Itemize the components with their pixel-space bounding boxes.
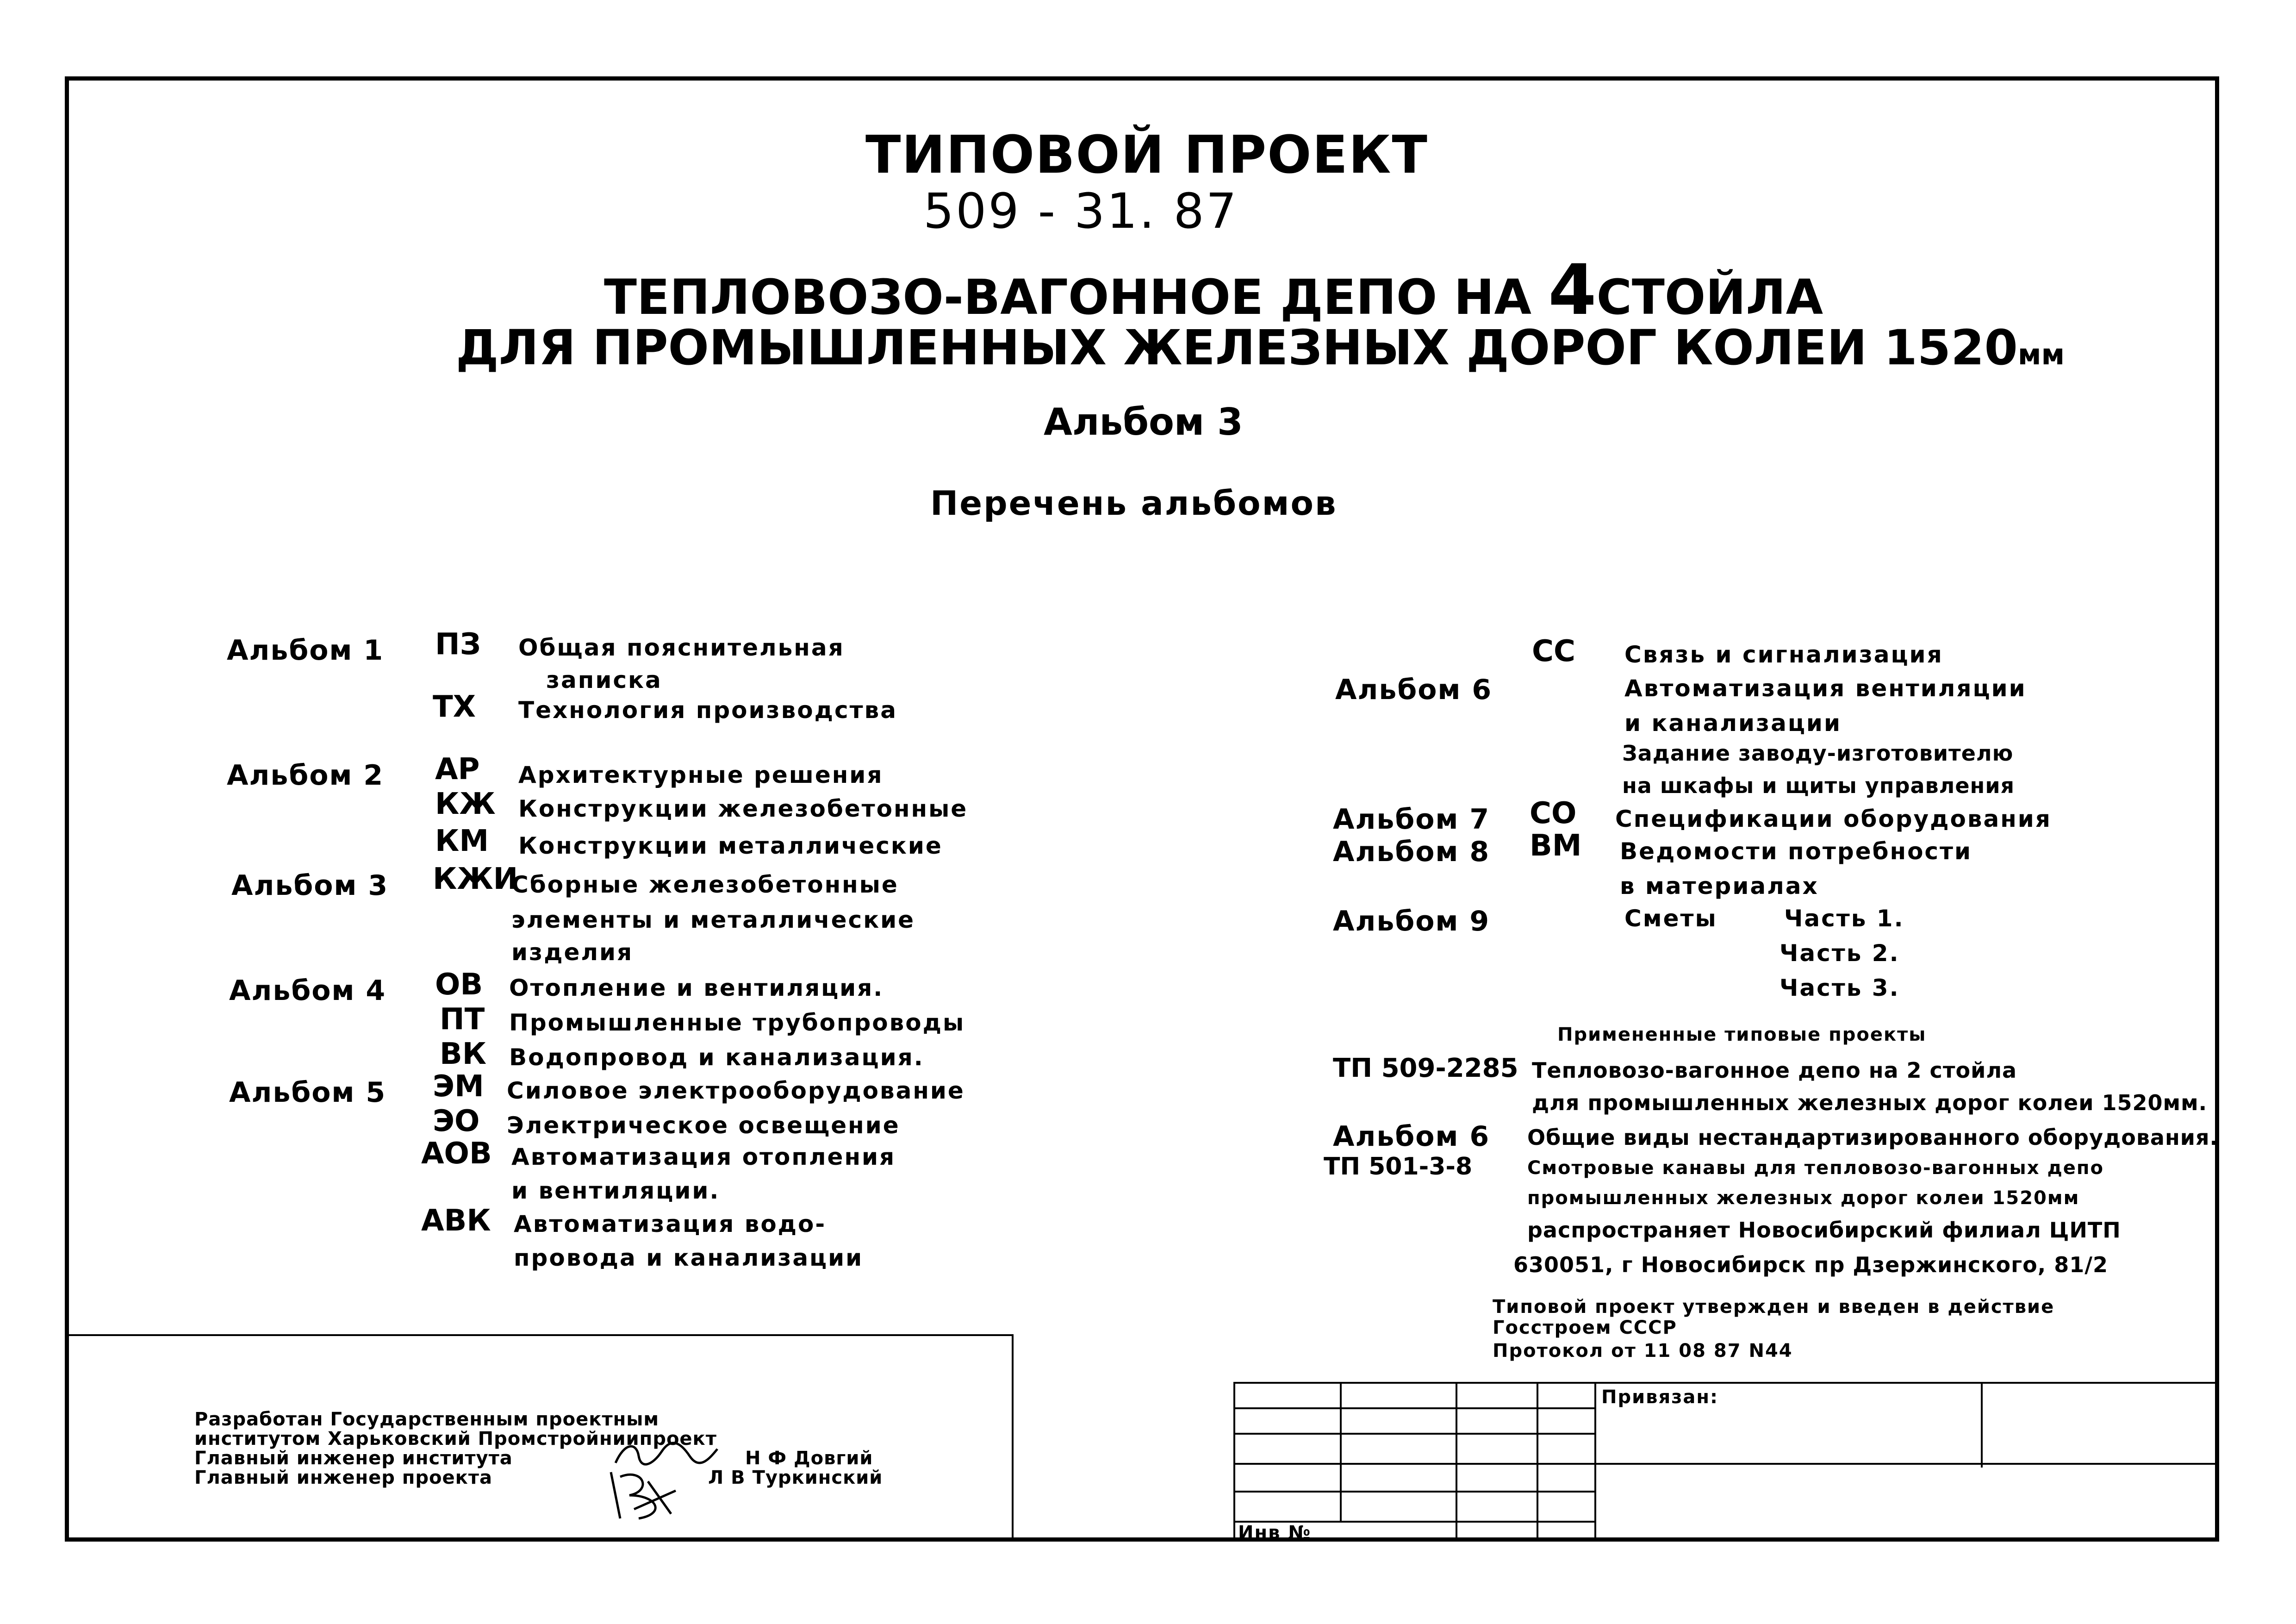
approval-line-1: Типовой проект утвержден и введен в действие bbox=[1493, 1296, 2055, 1318]
title-line-1-b: СТОЙЛА bbox=[1596, 269, 1823, 325]
vm-code: ВМ bbox=[1530, 829, 1582, 863]
ss-code: СС bbox=[1532, 634, 1575, 668]
album-7-label: Альбом 7 bbox=[1333, 803, 1490, 836]
inv-label: Инв № bbox=[1238, 1522, 1312, 1543]
approval-line-2: Госстроем СССР bbox=[1493, 1317, 1677, 1338]
eo-code: ЭО bbox=[433, 1104, 480, 1138]
album-6-text-3: Задание заводу-изготовителю bbox=[1622, 741, 2014, 766]
stamp-left-border bbox=[1233, 1382, 1235, 1542]
album-8-label: Альбом 8 bbox=[1333, 836, 1490, 868]
stamp-row-1 bbox=[1233, 1407, 1594, 1409]
pt-code: ПТ bbox=[440, 1002, 485, 1037]
album-9-part-3: Часть 3. bbox=[1780, 974, 1900, 1001]
km-text: Конструкции металлические bbox=[518, 832, 943, 859]
ov-code: ОВ bbox=[435, 968, 483, 1002]
tp2-text-1: Смотровые канавы для тепловозо-вагонных депо bbox=[1527, 1157, 2104, 1179]
tx-code: ТХ bbox=[433, 690, 476, 724]
title-line-2-a: ДЛЯ ПРОМЫШЛЕННЫХ ЖЕЛЕЗНЫХ ДОРОГ КОЛЕИ 1520 bbox=[456, 319, 2018, 376]
title-line-1 bbox=[604, 250, 1823, 331]
so-text: Спецификации оборудования bbox=[1615, 806, 2052, 832]
ov-text: Отопление и вентиляция. bbox=[509, 974, 884, 1001]
pz-code: ПЗ bbox=[435, 627, 481, 662]
kzh-code: КЖ bbox=[435, 787, 496, 821]
pz-text-2: записка bbox=[546, 667, 662, 693]
address: 630051, г Новосибирск пр Дзержинского, 81/2 bbox=[1513, 1252, 2109, 1277]
aov-code: АОВ bbox=[421, 1137, 492, 1171]
kzh-text: Конструкции железобетонные bbox=[518, 795, 968, 822]
album-6-text-1: Автоматизация вентиляции bbox=[1624, 675, 2027, 702]
album-2-label: Альбом 2 bbox=[227, 759, 384, 792]
title-line-2-unit: мм bbox=[2017, 337, 2065, 371]
album-6-label: Альбом 6 bbox=[1335, 674, 1493, 706]
project-number: 509 - 31. 87 bbox=[923, 183, 1238, 239]
avk-code: АВК bbox=[421, 1204, 491, 1238]
tp1-text-1: Тепловозо-вагонное депо на 2 стойла bbox=[1532, 1058, 2017, 1083]
title-line-1-number: 4 bbox=[1548, 250, 1597, 331]
kzhi-text-2: элементы и металлические bbox=[511, 906, 915, 933]
album-9-text: Сметы bbox=[1624, 905, 1717, 932]
stamp-row-4 bbox=[1233, 1491, 1594, 1493]
vm-text-2: в материалах bbox=[1620, 873, 1819, 899]
so-code: СО bbox=[1530, 796, 1577, 831]
kzhi-code: КЖИ bbox=[433, 862, 518, 896]
title-line-2 bbox=[456, 319, 2065, 376]
album-3-label: Альбом 3 bbox=[231, 869, 389, 902]
pz-text-1: Общая пояснительная bbox=[518, 634, 845, 661]
approval-line-3: Протокол от 11 08 87 N44 bbox=[1493, 1340, 1793, 1362]
stamp-row-3 bbox=[1233, 1463, 2219, 1465]
ar-text: Архитектурные решения bbox=[518, 762, 884, 788]
developer-line-1: Разработан Государственным проектным bbox=[194, 1409, 660, 1430]
distributor: распространяет Новосибирский филиал ЦИТП bbox=[1527, 1218, 2121, 1243]
km-code: КМ bbox=[435, 824, 489, 858]
stamp-col-4 bbox=[1594, 1382, 1596, 1542]
applied-album-6-label: Альбом 6 bbox=[1333, 1120, 1490, 1153]
left-block-right-border bbox=[1012, 1334, 1014, 1542]
tp1-code: ТП 509-2285 bbox=[1333, 1053, 1518, 1083]
ar-code: АР bbox=[435, 752, 480, 787]
avk-text-2: провода и канализации bbox=[514, 1244, 864, 1271]
list-heading: Перечень альбомов bbox=[930, 484, 1338, 523]
bound-label: Привязан: bbox=[1601, 1387, 1718, 1408]
aov-text-2: и вентиляции. bbox=[511, 1177, 720, 1204]
ss-text: Связь и сигнализация bbox=[1624, 641, 1943, 668]
kzhi-text-1: Сборные железобетонные bbox=[511, 871, 899, 898]
avk-text-1: Автоматизация водо- bbox=[514, 1211, 827, 1237]
album-6-text-2: и канализации bbox=[1624, 710, 1842, 737]
album-6-text-4: на шкафы и щиты управления bbox=[1622, 773, 2015, 798]
stamp-col-5 bbox=[1981, 1382, 1983, 1468]
album-heading: Альбом 3 bbox=[1044, 400, 1243, 443]
tx-text: Технология производства bbox=[518, 697, 897, 724]
chief-engineer-project-name: Л В Туркинский bbox=[708, 1467, 883, 1488]
album-5-label: Альбом 5 bbox=[229, 1076, 386, 1109]
applied-heading: Примененные типовые проекты bbox=[1557, 1024, 1927, 1045]
kzhi-text-3: изделия bbox=[511, 939, 634, 966]
developer-line-2: институтом Харьковский Промстройниипроект bbox=[194, 1428, 717, 1449]
chief-engineer-institute-label: Главный инженер института bbox=[194, 1448, 513, 1469]
stamp-top-border bbox=[1233, 1382, 2219, 1384]
em-code: ЭМ bbox=[433, 1069, 484, 1104]
vk-text: Водопровод и канализация. bbox=[509, 1044, 924, 1071]
tp2-text-2: промышленных железных дорог колеи 1520мм bbox=[1527, 1187, 2080, 1209]
tp2-code: ТП 501-3-8 bbox=[1324, 1153, 1473, 1181]
signature-turkinskiy bbox=[602, 1463, 680, 1528]
project-type: ТИПОВОЙ ПРОЕКТ bbox=[865, 125, 1428, 185]
album-9-part-1: Часть 1. bbox=[1784, 905, 1904, 932]
stamp-col-1 bbox=[1340, 1382, 1342, 1521]
album-1-label: Альбом 1 bbox=[227, 634, 384, 667]
chief-engineer-project-label: Главный инженер проекта bbox=[194, 1467, 492, 1488]
album-4-label: Альбом 4 bbox=[229, 974, 386, 1007]
album-9-label: Альбом 9 bbox=[1333, 905, 1490, 937]
em-text: Силовое электрооборудование bbox=[507, 1077, 965, 1104]
vk-code: ВК bbox=[440, 1037, 487, 1071]
chief-engineer-institute-name: Н Ф Довгий bbox=[745, 1448, 873, 1469]
left-block-top-border bbox=[65, 1334, 1014, 1336]
album-9-part-2: Часть 2. bbox=[1780, 940, 1900, 967]
tp1-text-2: для промышленных железных дорог колеи 1520мм. bbox=[1532, 1090, 2208, 1115]
stamp-row-2 bbox=[1233, 1433, 1594, 1435]
pt-text: Промышленные трубопроводы bbox=[509, 1009, 965, 1036]
eo-text: Электрическое освещение bbox=[507, 1112, 900, 1139]
applied-album-6-text: Общие виды нестандартизированного оборудования. bbox=[1527, 1125, 2218, 1150]
title-line-1-a: ТЕПЛОВОЗО-ВАГОННОЕ ДЕПО НА bbox=[604, 269, 1531, 325]
aov-text-1: Автоматизация отопления bbox=[511, 1143, 896, 1170]
vm-text-1: Ведомости потребности bbox=[1620, 838, 1972, 865]
stamp-col-2 bbox=[1456, 1382, 1457, 1542]
stamp-col-3 bbox=[1537, 1382, 1538, 1542]
